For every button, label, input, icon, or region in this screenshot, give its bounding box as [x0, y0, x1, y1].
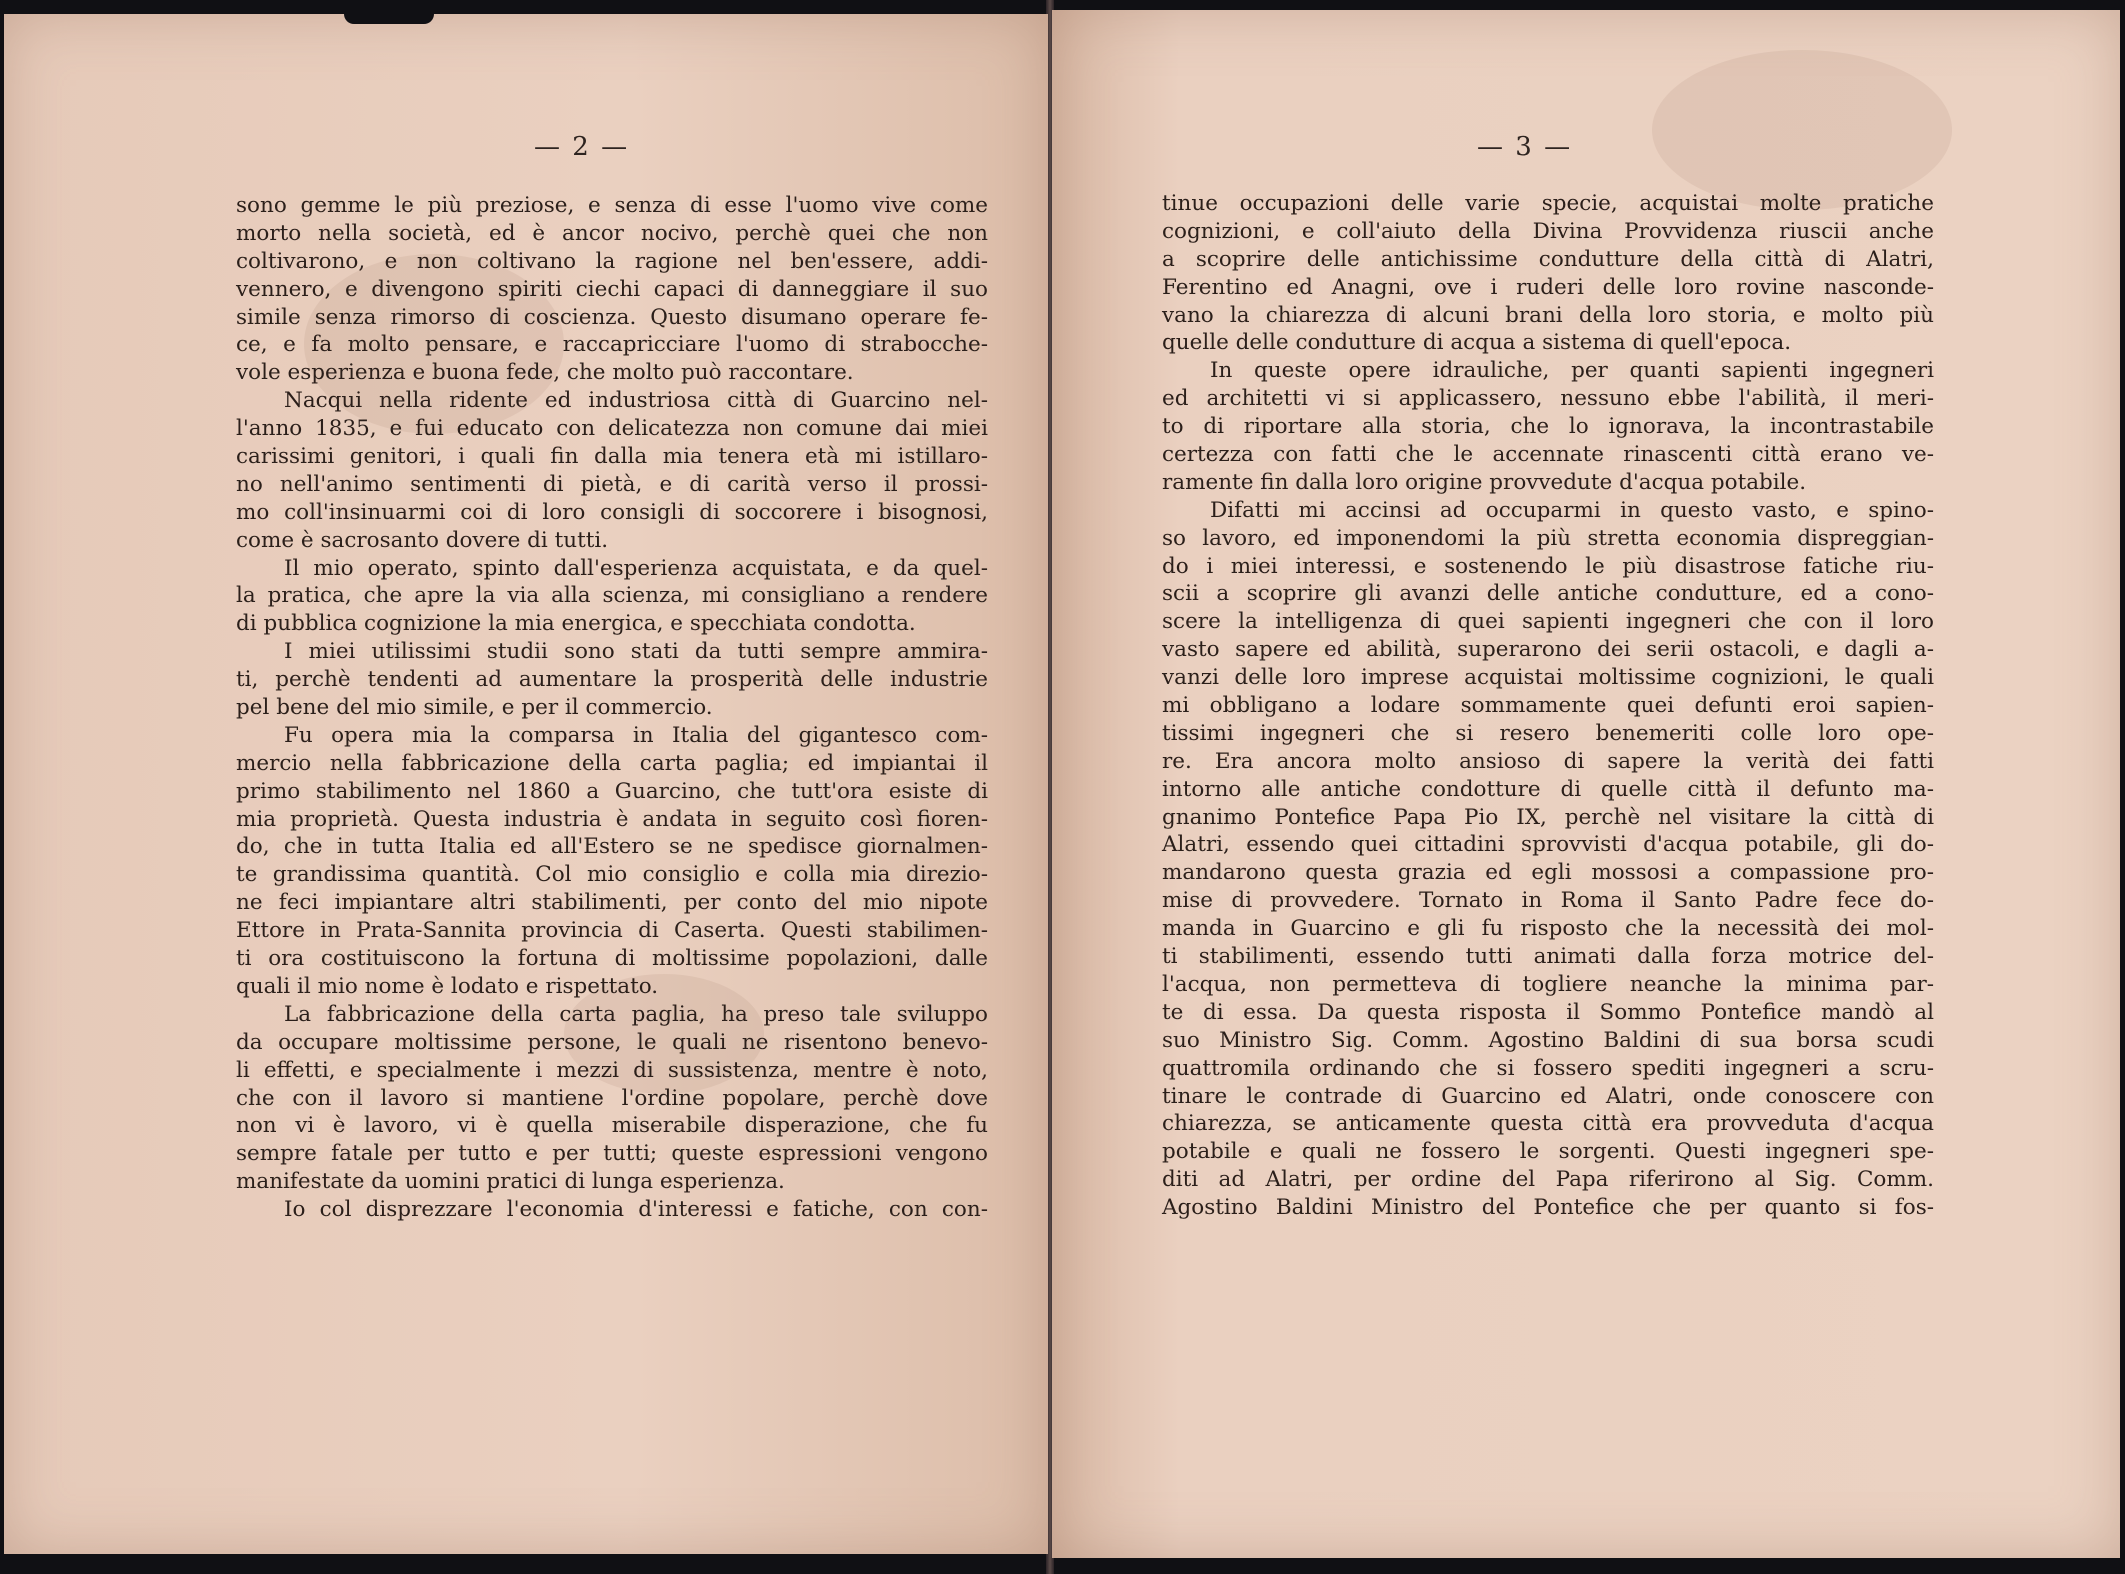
text-line: do, che in tutta Italia ed all'Estero se ne spedisce giornalmen- — [236, 834, 988, 860]
page-number: — 3 — — [1477, 132, 1573, 162]
text-line: vanzi delle loro imprese acquistai moltissime cognizioni, le quali — [1162, 665, 1934, 691]
text-line: In queste opere idrauliche, per quanti sapienti ingegneri — [1210, 358, 1934, 384]
text-line: come è sacrosanto dovere di tutti. — [236, 527, 609, 553]
right-page — [1052, 10, 2120, 1558]
text-line: mi obbligano a lodare sommamente quei defunti eroi sapien- — [1162, 693, 1934, 719]
text-line: li effetti, e specialmente i mezzi di sussistenza, mentre è noto, — [236, 1057, 988, 1083]
text-line: do i miei interessi, e sostenendo le più disastrose fatiche riu- — [1162, 553, 1934, 579]
text-line: to di riportare alla storia, che lo ignorava, la incontrastabile — [1162, 414, 1934, 440]
text-line: la pratica, che apre la via alla scienza, mi consigliano a rendere — [236, 583, 988, 609]
text-line: scere la intelligenza di quei sapienti ingegneri che con il loro — [1162, 609, 1934, 635]
text-line: a scoprire delle antichissime condutture della città di Alatri, — [1162, 246, 1934, 272]
text-line: da occupare moltissime persone, le quali ne risentono benevo- — [236, 1029, 988, 1055]
text-line: gnanimo Pontefice Papa Pio IX, perchè nel visitare la città di — [1162, 804, 1934, 830]
text-line: carissimi genitori, i quali fin dalla mia tenera età mi istillaro- — [236, 444, 988, 470]
text-line: coltivarono, e non coltivano la ragione nel ben'essere, addi- — [236, 248, 988, 274]
text-line: intorno alle antiche condotture di quelle città il defunto ma- — [1162, 776, 1934, 802]
text-line: quattromila ordinando che si fossero spediti ingegneri a scru- — [1162, 1055, 1934, 1081]
text-line: chiarezza, se anticamente questa città era provveduta d'acqua — [1162, 1111, 1934, 1137]
body-text — [236, 192, 988, 1224]
text-line: simile senza rimorso di coscienza. Questo disumano operare fe- — [236, 304, 988, 330]
text-line: manda in Guarcino e gli fu risposto che la necessità dei mol- — [1162, 916, 1934, 942]
text-line: mo coll'insinuarmi coi di loro consigli di soccorere i bisognosi, — [236, 499, 988, 525]
text-line: Difatti mi accinsi ad occuparmi in questo vasto, e spino- — [1210, 497, 1934, 523]
text-line: ne feci impiantare altri stabilimenti, per conto del mio nipote — [236, 890, 988, 916]
text-line: Nacqui nella ridente ed industriosa città di Guarcino nel- — [284, 388, 988, 414]
text-line: l'acqua, non permetteva di togliere neanche la minima par- — [1162, 971, 1934, 997]
page-number: — 2 — — [534, 132, 630, 162]
text-line: tinare le contrade di Guarcino ed Alatri, onde conoscere con — [1162, 1083, 1934, 1109]
text-line: pel bene del mio simile, e per il commercio. — [236, 695, 713, 721]
text-line: vole esperienza e buona fede, che molto può raccontare. — [236, 360, 854, 386]
text-line: vano la chiarezza di alcuni brani della loro storia, e molto più — [1162, 302, 1934, 328]
text-line: l'anno 1835, e fui educato con delicatezza non comune dai miei — [236, 416, 988, 442]
text-line: primo stabilimento nel 1860 a Guarcino, che tutt'ora esiste di — [236, 778, 988, 804]
text-line: mandarono questa grazia ed egli mossosi a compassione pro- — [1162, 860, 1934, 886]
text-line: vasto sapere ed abilità, superarono dei serii ostacoli, e dagli a- — [1162, 637, 1934, 663]
text-line: potabile e quali ne fossero le sorgenti. Questi ingegneri spe- — [1162, 1139, 1934, 1165]
text-line: La fabbricazione della carta paglia, ha preso tale sviluppo — [284, 1001, 988, 1027]
text-line: Ettore in Prata-Sannita provincia di Caserta. Questi stabilimen- — [236, 918, 988, 944]
text-line: scii a scoprire gli avanzi delle antiche condutture, ed a cono- — [1162, 581, 1934, 607]
text-line: tinue occupazioni delle varie specie, acquistai molte pratiche — [1162, 191, 1934, 216]
text-line: ti stabilimenti, essendo tutti animati dalla forza motrice del- — [1162, 944, 1934, 970]
text-line: certezza con fatti che le accennate rinascenti città erano ve- — [1162, 442, 1934, 468]
text-line: sono gemme le più preziose, e senza di esse l'uomo vive come — [236, 193, 988, 218]
paper-stain — [1652, 50, 1952, 210]
text-line: Il mio operato, spinto dall'esperienza acquistata, e da quel- — [284, 555, 988, 581]
text-line: te di essa. Da questa risposta il Sommo Pontefice mandò al — [1162, 999, 1934, 1025]
text-line: mia proprietà. Questa industria è andata in seguito così fioren- — [236, 806, 988, 832]
text-line: I miei utilissimi studii sono stati da tutti sempre ammira- — [284, 639, 988, 665]
text-line: di pubblica cognizione la mia energica, e specchiata condotta. — [236, 611, 916, 637]
text-line: diti ad Alatri, per ordine del Papa riferirono al Sig. Comm. — [1162, 1167, 1934, 1193]
body-text — [1162, 190, 1934, 1222]
text-line: no nell'animo sentimenti di pietà, e di carità verso il prossi- — [236, 471, 988, 497]
text-line: te grandissima quantità. Col mio consiglio e colla mia direzio- — [236, 862, 988, 888]
torn-edge — [344, 14, 434, 24]
text-line: vennero, e divengono spiriti ciechi capaci di danneggiare il suo — [236, 276, 988, 302]
left-page — [4, 14, 1048, 1554]
text-line: quelle delle condutture di acqua a sistema di quell'epoca. — [1162, 330, 1792, 356]
text-line: so lavoro, ed imponendomi la più stretta economia dispreggian- — [1162, 525, 1934, 551]
text-line: re. Era ancora molto ansioso di sapere la verità dei fatti — [1162, 748, 1934, 774]
text-line: quali il mio nome è lodato e rispettato. — [236, 973, 659, 999]
text-line: non vi è lavoro, vi è quella miserabile disperazione, che fu — [236, 1113, 988, 1139]
text-line: sempre fatale per tutto e per tutti; queste espressioni vengono — [236, 1141, 988, 1167]
text-line: manifestate da uomini pratici di lunga esperienza. — [236, 1169, 785, 1195]
text-line: Io col disprezzare l'economia d'interessi e fatiche, con con- — [284, 1197, 988, 1223]
text-line: Ferentino ed Anagni, ove i ruderi delle loro rovine nasconde- — [1162, 274, 1934, 300]
text-line: ed architetti vi si applicassero, nessuno ebbe l'abilità, il meri- — [1162, 386, 1934, 412]
text-line: ti, perchè tendenti ad aumentare la prosperità delle industrie — [236, 667, 988, 693]
text-line: che con il lavoro si mantiene l'ordine popolare, perchè dove — [236, 1085, 988, 1111]
text-line: Fu opera mia la comparsa in Italia del gigantesco com- — [284, 722, 988, 748]
text-line: ramente fin dalla loro origine provvedute d'acqua potabile. — [1162, 469, 1807, 495]
text-line: Agostino Baldini Ministro del Pontefice che per quanto si fos- — [1162, 1195, 1934, 1221]
text-line: Alatri, essendo quei cittadini sprovvisti d'acqua potabile, gli do- — [1162, 832, 1934, 858]
text-line: morto nella società, ed è ancor nocivo, perchè quei che non — [236, 220, 988, 246]
text-line: ce, e fa molto pensare, e raccapricciare l'uomo di strabocche- — [236, 332, 988, 358]
text-line: cognizioni, e coll'aiuto della Divina Provvidenza riuscii anche — [1162, 218, 1934, 244]
text-line: mise di provvedere. Tornato in Roma il Santo Padre fece do- — [1162, 888, 1934, 914]
text-line: tissimi ingegneri che si resero benemeriti colle loro ope- — [1162, 720, 1934, 746]
text-line: suo Ministro Sig. Comm. Agostino Baldini di sua borsa scudi — [1162, 1027, 1934, 1053]
text-line: ti ora costituiscono la fortuna di moltissime popolazioni, dalle — [236, 946, 988, 972]
text-line: mercio nella fabbricazione della carta paglia; ed impiantai il — [236, 750, 988, 776]
